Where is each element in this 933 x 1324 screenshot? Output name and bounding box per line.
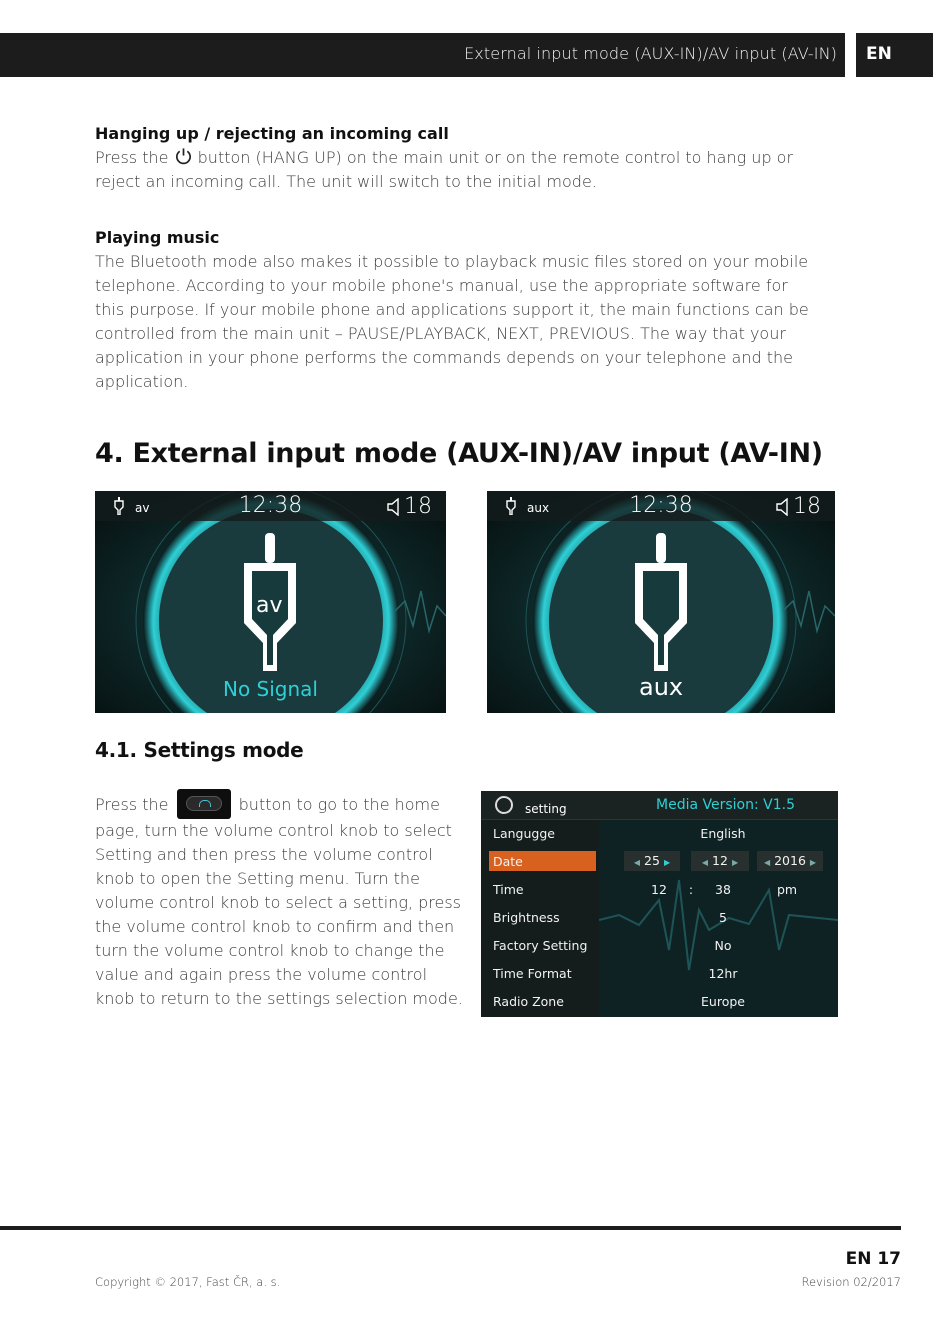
settings-heading: 4.1. Settings mode	[95, 738, 304, 762]
time-hour: 12	[651, 882, 667, 897]
hangup-heading: Hanging up / rejecting an incoming call	[95, 124, 449, 143]
date-month-field	[691, 851, 749, 871]
settings-row-time-format: Time Format	[493, 966, 572, 981]
header-bar	[0, 33, 845, 77]
page-number: EN 17	[845, 1249, 901, 1269]
volume-level: 18	[404, 494, 432, 519]
gear-icon	[495, 796, 513, 814]
clock: 12:38	[629, 493, 693, 518]
copyright: Copyright © 2017, Fast ČR, a. s.	[95, 1275, 281, 1289]
arrow-right-icon: ▶	[731, 858, 739, 867]
hangup-text-before: Press the	[95, 148, 169, 167]
arrow-right-icon: ▶	[663, 858, 671, 867]
time-format-value: 12hr	[708, 966, 738, 981]
settings-row-time: Time	[493, 882, 524, 897]
settings-row-language: Langugge	[493, 826, 555, 841]
power-icon	[174, 147, 193, 166]
music-line: The Bluetooth mode also makes it possible to playback music files stored on your mobile	[95, 252, 809, 271]
arrow-right-icon: ▶	[809, 858, 817, 867]
settings-line: knob to open the Setting menu. Turn the	[95, 869, 420, 888]
settings-line: volume control knob to select a setting, press	[95, 893, 461, 912]
hangup-text-after: button (HANG UP) on the main unit or on the remote control to hang up or	[197, 148, 794, 167]
plug-label: av	[256, 593, 283, 618]
aux-screen-image	[487, 491, 835, 713]
date-day: 25	[644, 853, 660, 868]
music-line: telephone. According to your mobile phone's manual, use the appropriate software for	[95, 276, 788, 295]
music-line: controlled from the main unit – PAUSE/PLAYBACK, NEXT, PREVIOUS. The way that your	[95, 324, 786, 343]
home-button-icon	[177, 789, 231, 819]
header-title: External input mode (AUX-IN)/AV input (AV-IN)	[464, 44, 837, 63]
language-badge	[856, 33, 933, 77]
date-year: 2016	[774, 853, 806, 868]
hangup-text-line2: reject an incoming call. The unit will switch to the initial mode.	[95, 172, 597, 191]
music-heading: Playing music	[95, 228, 220, 247]
plug-label: aux	[639, 673, 684, 701]
volume-level: 18	[793, 494, 821, 519]
settings-label: setting	[525, 802, 567, 816]
time-separator: :	[688, 882, 694, 897]
arrow-left-icon: ◀	[763, 858, 771, 867]
brightness-value: 5	[719, 910, 727, 925]
speaker-icon	[386, 498, 402, 516]
settings-row-radio-zone: Radio Zone	[493, 994, 564, 1009]
settings-first-line	[95, 789, 475, 819]
settings-row-factory: Factory Setting	[493, 938, 588, 953]
music-paragraph	[95, 250, 840, 394]
settings-line: value and again press the volume control	[95, 965, 428, 984]
section-title: 4. External input mode (AUX-IN)/AV input (AV-IN)	[95, 438, 823, 469]
settings-screen-image	[481, 791, 838, 1017]
date-year-field	[757, 851, 823, 871]
language-code: EN	[866, 44, 892, 64]
date-day-field	[624, 851, 680, 871]
time-minute: 38	[715, 882, 731, 897]
footer-rule	[0, 1226, 901, 1230]
source-label: aux	[527, 501, 550, 515]
hangup-section	[95, 124, 840, 194]
time-ampm: pm	[776, 882, 798, 897]
settings-line: Setting and then press the volume control	[95, 845, 433, 864]
music-line: application.	[95, 372, 189, 391]
settings-text-before: Press the	[95, 795, 169, 814]
arrow-left-icon: ◀	[701, 858, 709, 867]
home-icon	[186, 796, 222, 811]
revision: Revision 02/2017	[801, 1275, 901, 1289]
settings-line: turn the volume control knob to change the	[95, 941, 445, 960]
signal-status: No Signal	[223, 677, 318, 701]
settings-row-date: Date	[493, 854, 523, 869]
music-section	[95, 228, 840, 394]
language-value: English	[700, 826, 746, 841]
settings-text-after: button to go to the home	[238, 795, 440, 814]
av-screen-image	[95, 491, 446, 713]
arrow-left-icon: ◀	[633, 858, 641, 867]
rca-plug-icon	[632, 533, 690, 673]
source-label: av	[135, 501, 150, 515]
clock: 12:38	[238, 493, 303, 518]
speaker-icon	[775, 498, 791, 516]
music-line: application in your phone performs the commands depends on your telephone and the	[95, 348, 793, 367]
media-version: Media Version: V1.5	[656, 797, 795, 813]
settings-row-brightness: Brightness	[493, 910, 560, 925]
hangup-paragraph	[95, 146, 840, 194]
music-line: this purpose. If your mobile phone and applications support it, the main functions can be	[95, 300, 809, 319]
settings-line: knob to return to the settings selection mode.	[95, 989, 463, 1008]
settings-line: the volume control knob to confirm and then	[95, 917, 455, 936]
radio-zone-value: Europe	[701, 994, 745, 1009]
date-month: 12	[712, 853, 728, 868]
factory-setting-value: No	[714, 938, 732, 953]
settings-line: page, turn the volume control knob to select	[95, 821, 452, 840]
settings-paragraph	[95, 789, 475, 1011]
